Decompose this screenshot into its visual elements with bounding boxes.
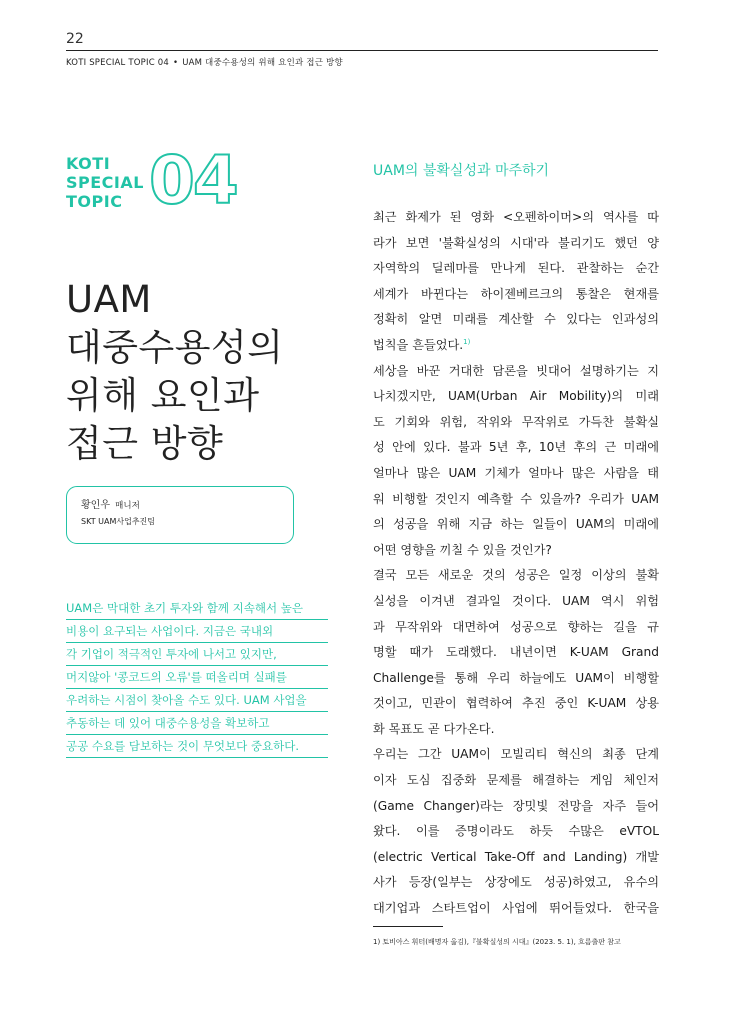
body-line: 명할 때가 도래했다. 내년이면 K-UAM Grand: [373, 645, 659, 660]
title-line: UAM: [66, 278, 152, 321]
author-affiliation: SKT UAM사업추진팀: [81, 517, 156, 526]
author-role: 매니저: [115, 501, 140, 511]
topic-badge-line: TOPIC: [66, 192, 123, 211]
article-title: [66, 276, 326, 468]
topic-badge-line: KOTI: [66, 154, 111, 173]
body-line: 우리는 그간 UAM이 모빌리티 혁신의 최종 단계: [373, 747, 659, 762]
body-line: 성 안에 있다. 불과 5년 후, 10년 후의 근 미래에: [373, 440, 659, 455]
body-line: 사가 등장(일부는 상장에도 성공)하였고, 유수의: [373, 875, 659, 890]
summary-abstract: [66, 597, 328, 758]
body-line: 세상을 바꾼 거대한 담론을 빗대어 설명하기는 지: [373, 363, 659, 378]
footnote: 1) 토비아스 휘터(배명자 옮김),『불확실성의 시대』(2023. 5. 1), 흐름출판 참고: [373, 938, 621, 946]
topic-badge-number: 04: [149, 142, 237, 219]
footnote-reference[interactable]: 1): [463, 337, 471, 346]
summary-line: 각 기업이 적극적인 투자에 나서고 있지만,: [66, 643, 328, 666]
body-line: 대기업과 스타트업이 사업에 뛰어들었다. 한국을: [373, 901, 659, 916]
topic-badge-line: SPECIAL: [66, 173, 144, 192]
body-text: [373, 205, 659, 922]
footnote-rule: [373, 926, 443, 927]
section-heading: UAM의 불확실성과 마주하기: [373, 163, 550, 179]
running-head-series: KOTI SPECIAL TOPIC 04: [66, 58, 169, 68]
body-line-text: 법칙을 흔들었다.: [373, 337, 464, 352]
body-line: Challenge를 통해 우리 하늘에도 UAM이 비행할: [373, 670, 659, 685]
summary-line: 공공 수요를 담보하는 것이 무엇보다 중요하다.: [66, 735, 328, 758]
body-line: 어떤 영향을 끼칠 수 있을 것인가?: [373, 542, 552, 557]
body-line: 자역학의 딜레마를 만나게 된다. 관찰하는 순간: [373, 261, 659, 276]
body-line: 도 기회와 위험, 작위와 무작위로 가득찬 불확실: [373, 414, 659, 429]
body-line: (electric Vertical Take-Off and Landing) 개발: [373, 849, 659, 864]
body-line: 과 무작위와 대면하여 성공으로 향하는 길을 규: [373, 619, 659, 634]
author-box: [66, 486, 294, 544]
body-line: 정확히 알면 미래를 계산할 수 있다는 인과성의: [373, 312, 659, 327]
body-line: 실성을 이겨낸 결과일 것이다. UAM 역시 위험: [373, 593, 659, 608]
title-line: 접근 방향: [66, 422, 224, 465]
summary-line: UAM은 막대한 초기 투자와 함께 지속해서 높은: [66, 597, 328, 620]
body-line: 워 비행할 것인지 예측할 수 있을까? 우리가 UAM: [373, 491, 659, 506]
title-line: 대중수용성의: [66, 326, 284, 369]
page-number: 22: [66, 31, 84, 47]
summary-line: 추동하는 데 있어 대중수용성을 확보하고: [66, 712, 328, 735]
body-line: 나치겠지만, UAM(Urban Air Mobility)의 미래: [373, 389, 659, 404]
body-line-with-footnote: [373, 333, 659, 359]
body-line: 세계가 바뀐다는 하이젠베르크의 통찰은 현재를: [373, 286, 659, 301]
summary-line: 비용이 요구되는 사업이다. 지금은 국내외: [66, 620, 328, 643]
body-line: 의 성공을 위해 지금 하는 일들이 UAM의 미래에: [373, 517, 659, 532]
topic-badge-label: [66, 154, 144, 211]
body-line: 것이고, 민관이 협력하여 추진 중인 K-UAM 상용: [373, 696, 659, 711]
running-head-separator: •: [172, 58, 179, 68]
running-head-title: UAM 대중수용성의 위해 요인과 접근 방향: [182, 58, 343, 68]
body-line: 왔다. 이를 증명이라도 하듯 수많은 eVTOL: [373, 824, 659, 839]
header-rule: [66, 50, 658, 51]
body-line: 얼마나 많은 UAM 기체가 얼마나 많은 사람을 태: [373, 465, 659, 480]
body-line: 최근 화제가 된 영화 <오펜하이머>의 역사를 따: [373, 210, 659, 224]
author-name: 황인우: [81, 500, 110, 511]
body-line: 결국 모든 새로운 것의 성공은 일정 이상의 불확: [373, 568, 659, 583]
body-line: 이자 도심 집중화 문제를 해결하는 게임 체인저: [373, 773, 659, 788]
body-line: (Game Changer)라는 장밋빛 전망을 자주 들어: [373, 798, 659, 813]
title-line: 위해 요인과: [66, 374, 260, 417]
body-line: 라가 보면 '불확실성의 시대'라 불리기도 했던 양: [373, 235, 659, 250]
summary-line: 머지않아 '콩코드의 오류'를 떠올리며 실패를: [66, 666, 328, 689]
body-line: 화 목표도 곧 다가온다.: [373, 721, 495, 736]
running-head: [66, 56, 343, 68]
author-name-line: [81, 499, 293, 513]
summary-line: 우려하는 시점이 찾아올 수도 있다. UAM 사업을: [66, 689, 328, 712]
